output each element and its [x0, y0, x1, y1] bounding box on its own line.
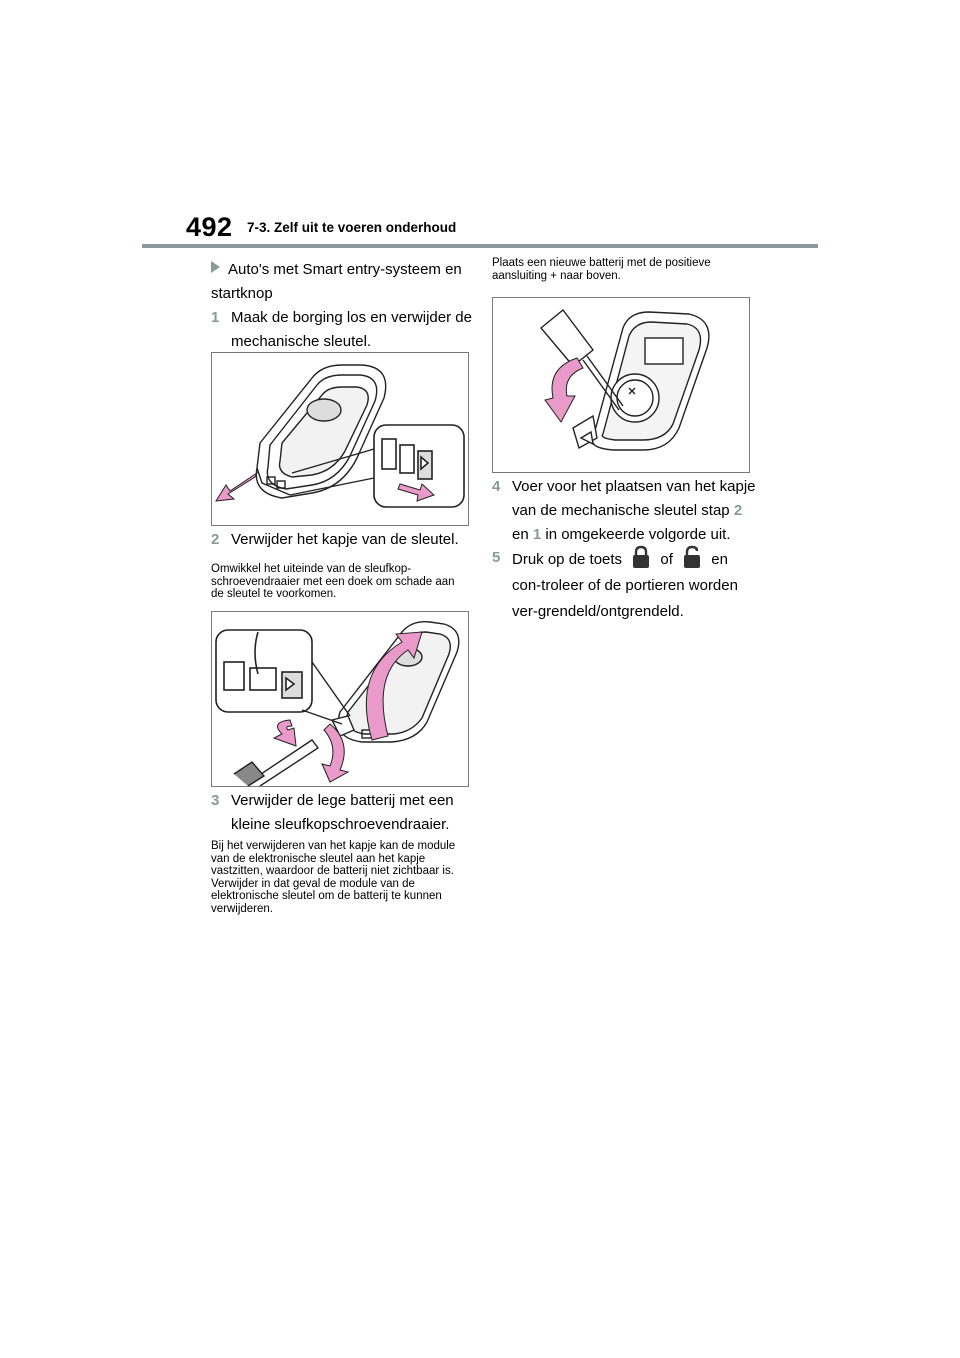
step-text: Druk op de toets of en con-troleer of de portieren worden ver-grendeld/ontgrendeld. [512, 545, 757, 625]
step-text: Voer voor het plaatsen van het kapje van de mechanische sleutel stap 2 en 1 in omgekeerde volgorde uit. [512, 478, 756, 543]
figure-remove-cover [211, 611, 469, 787]
note-battery-orientation: Plaats een nieuwe batterij met de positieve aansluiting + naar boven. [492, 257, 711, 282]
key-fob-illustration [212, 353, 468, 525]
step-number: 4 [492, 478, 501, 495]
page-number: 492 [186, 212, 233, 242]
unlock-icon [681, 545, 703, 569]
step-text: Maak de borging los en verwijder de mechanische sleutel. [231, 309, 472, 350]
step-5 [492, 545, 757, 625]
battery-replacement-illustration [493, 298, 749, 472]
triangle-bullet-icon [211, 261, 220, 273]
step-number: 2 [211, 531, 220, 548]
step-ref: 2 [733, 502, 743, 519]
header-rule [142, 244, 818, 248]
step-4 [492, 475, 757, 547]
cover-removal-illustration [212, 612, 468, 786]
note-cloth: Omwikkel het uiteinde van de sleufkop-schroevendraaier met een doek om schade aan de sleutel te voorkomen. [211, 563, 455, 600]
step-number: 5 [492, 549, 501, 566]
section-title: 7-3. Zelf uit te voeren onderhoud [247, 220, 457, 235]
step-2 [211, 528, 476, 552]
note-module: Bij het verwijderen van het kapje kan de module van de elektronische sleutel aan het kapje vastzitten, waardoor de batterij niet zichtbaar is. Verwijder in dat geval de module van de elektronische sleutel om de batterij te kunnen verwijderen. [211, 840, 456, 915]
step-3 [211, 789, 476, 837]
lock-icon [630, 545, 652, 569]
step-1 [211, 306, 476, 354]
step-ref: 1 [532, 526, 542, 543]
step-text: Verwijder de lege batterij met een kleine sleufkopschroevendraaier. [231, 792, 454, 833]
figure-battery-replacement [492, 297, 750, 473]
figure-remove-mechanical-key [211, 352, 469, 526]
step-number: 1 [211, 309, 220, 326]
step-text: Verwijder het kapje van de sleutel. [231, 531, 459, 548]
bullet-heading: Auto's met Smart entry-systeem en startknop [211, 261, 462, 302]
step-number: 3 [211, 792, 220, 809]
